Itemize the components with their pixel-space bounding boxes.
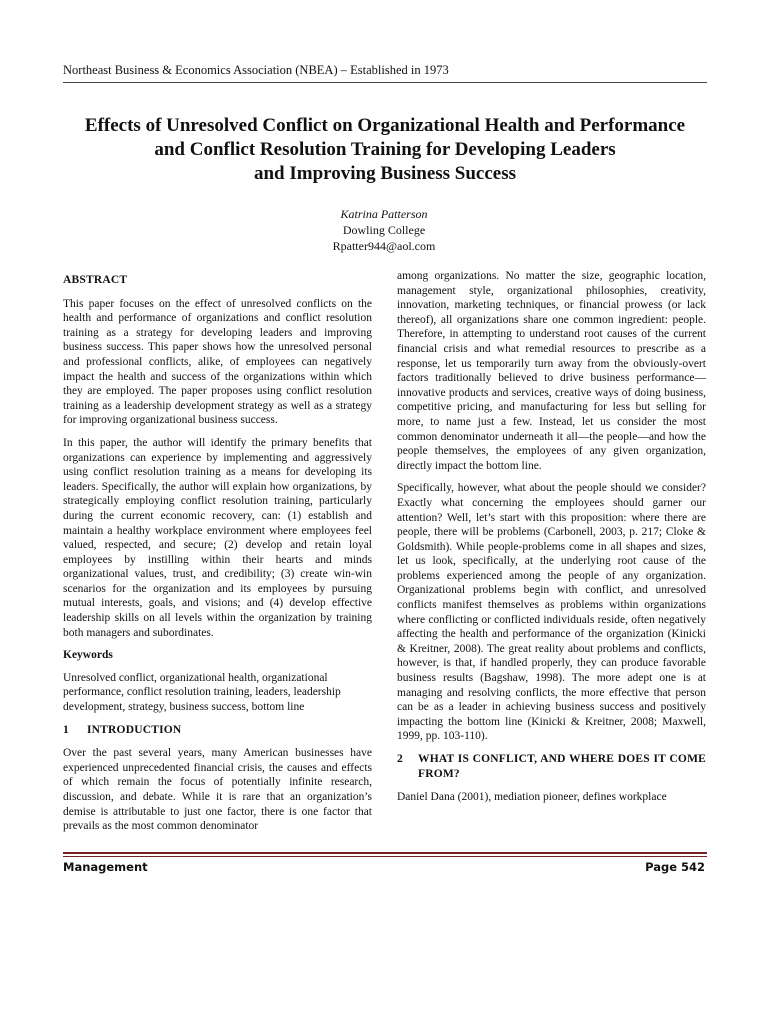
author-block xyxy=(0,206,768,254)
abstract-paragraph-2: In this paper, the author will identify the primary benefits that organizations can experience by implementing and aggressively using conflict resolution training as a means for developing its leaders. Specifically, the author will explain how organizations, by strategically employing conflict resolution training, particularly during the current economic recovery, can: (1) establish and maintain a healthy workplace environment where employees feel valued, respected, and secure; (2) develop and retain loyal employees by instilling within their hearts and minds organizational values, trust, and credibility; (3) create win-win scenarios for the organization and its employees by pursuing mutual interests, goals, and visions; and (4) develop effective leadership skills on all levels within the organization by training both managers and subordinates. xyxy=(63,436,372,639)
author-affiliation: Dowling College xyxy=(342,223,426,237)
author-name: Katrina Patterson xyxy=(340,207,428,221)
left-column xyxy=(63,269,372,842)
intro-paragraph-2: Specifically, however, what about the people should we consider? Exactly what concerning the employees should garner our attention? Well, let’s start with this proposition: where there are people, there will be problems (Carbonell, 2003, p. 217; Cloke & Goldsmith). While people-problems come in all shapes and sizes, let us look, specifically, at the underlying root cause of the problems experienced among the people of any organization. Organizational problems begin with conflict, and unresolved conflicts manifest themselves as problems within organizations where conflicting or conflicted individuals reside, often negatively affecting the health and performance of the organization (Kinicki & Kreitner, 2008). The great reality about problems and conflicts, however, is that, if handled properly, they can produce favorable business results (Bagshaw, 1998). The more adept one is at managing and resolving conflicts, the more effective that person can be as a leader in achieving business success and positively impacting the bottom line (Kinicki & Kreitner, 2008; Maxwell, 1999, pp. 103-110). xyxy=(397,482,706,743)
paper-title xyxy=(40,114,730,186)
section-1-title: INTRODUCTION xyxy=(87,723,182,736)
footer-page-number: Page 542 xyxy=(645,860,705,874)
title-line-3: and Improving Business Success xyxy=(253,163,517,184)
footer-rule-thick xyxy=(63,852,707,854)
title-line-1: Effects of Unresolved Conflict on Organizational Health and Performance xyxy=(84,115,686,136)
footer-rule-thin xyxy=(63,856,707,857)
right-column xyxy=(397,269,706,813)
abstract-heading: ABSTRACT xyxy=(63,274,128,286)
section-2-number: 2 xyxy=(397,753,403,765)
section-2-paragraph-1: Daniel Dana (2001), mediation pioneer, defines workplace xyxy=(397,791,667,804)
section-2-title: WHAT IS CONFLICT, AND WHERE DOES IT COME FROM? xyxy=(418,753,706,780)
intro-paragraph-1: Over the past several years, many American businesses have experienced unprecedented financial crisis, the causes and effects of which remain the focus of potentially infinite research, discussion, and debate. While it is rare that an organization’s demise is attributable to just one factor, there is one factor that prevails as the most common denominator xyxy=(63,747,372,833)
keywords-heading: Keywords xyxy=(63,649,113,662)
section-1-number: 1 xyxy=(63,723,69,736)
keywords-text: Unresolved conflict, organizational health, organizational performance, conflict resolution training, leaders, leadership development, strategy, business success, bottom line xyxy=(63,671,341,714)
header-rule xyxy=(63,82,707,83)
running-header: Northeast Business & Economics Association (NBEA) – Established in 1973 xyxy=(63,63,449,77)
section-1-heading xyxy=(63,723,372,738)
footer-section-label: Management xyxy=(63,860,148,874)
author-email[interactable]: Rpatter944@aol.com xyxy=(332,239,436,253)
abstract-paragraph-1: This paper focuses on the effect of unresolved conflicts on the health and performance of organizations and conflict resolution training as a strategy for developing leaders and improving business success. This paper shows how the unresolved personal and professional conflicts, alike, of employees can negatively impact the health and success of the organizations within which they are employed. The paper proposes using conflict resolution training as a leadership development strategy as well as a strategy for improving organizational business success. xyxy=(63,297,372,427)
intro-paragraph-1-continued: among organizations. No matter the size, geographic location, management style, organizational philosophies, creativity, innovation, marketing techniques, or financial prowess (or lack thereof), all organizations share one common ingredient: people. Therefore, in attempting to understand root causes of the current financial crisis and what remedial resources to prescribe as a response, let us temporarily turn away from the obviously-overt factors traditionally believed to drive business performance—innovative products and services, creative ways of doing business, competitive pricing, and manufacturing for less but selling for more, to name just a few. Instead, let us consider the most common denominator underneath it all—the people—and how the people themselves, the employees of any given organization, directly impact the bottom line. xyxy=(397,270,706,472)
section-2-heading xyxy=(397,752,706,781)
title-line-2: and Conflict Resolution Training for Developing Leaders xyxy=(154,139,616,160)
